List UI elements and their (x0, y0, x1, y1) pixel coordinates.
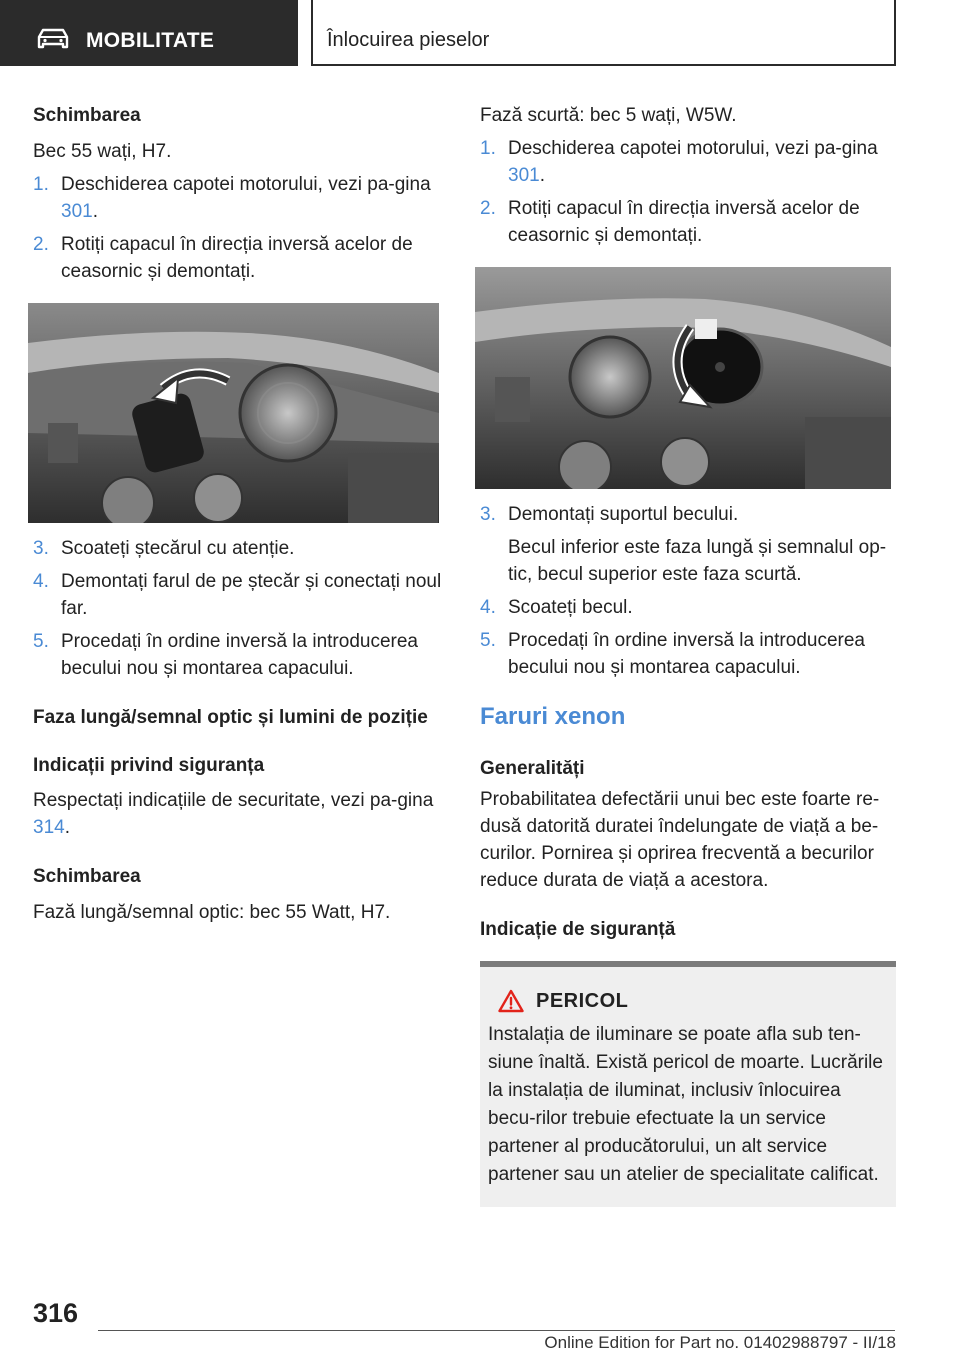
low-beam-spec-text: Fază scurtă: bec 5 wați, W5W. (480, 105, 737, 126)
step-number: 3. (33, 538, 49, 559)
warning-triangle-icon (498, 989, 524, 1013)
step-text: Rotiți capacul în direcția inversă acelor de ceasornic și demontați. (61, 234, 413, 282)
list-item (480, 594, 896, 621)
steps-list-left-1 (33, 171, 445, 285)
high-beam-spec-text: Fază lungă/semnal optic: bec 55 Watt, H7. (33, 902, 391, 923)
headlight-photo-left (28, 303, 439, 523)
step-text: Rotiți capacul în direcția inversă acelor de ceasornic și demontați. (508, 198, 860, 246)
danger-text: Instalația de iluminare se poate afla sub ten‐siune înaltă. Există pericol de moarte. Lucrările la instalația de iluminat, inclusiv înlocuirea becu‐rilor trebuie efectuate la un service partener al producătorului, un alt service partener sau un atelier de specialitate calificat. (488, 1024, 883, 1185)
heading-schimbarea-1: Schimbarea (33, 105, 141, 126)
heading-safety-note: Indicație de siguranță (480, 919, 676, 940)
step-text: Procedați în ordine inversă la introducerea becului nou și montarea capacului. (508, 630, 865, 678)
step-number: 1. (480, 138, 496, 159)
page-link[interactable]: 301 (61, 201, 93, 222)
step-number: 3. (480, 504, 496, 525)
step-text-tail: . (539, 165, 545, 186)
general-text: Probabilitatea defectării unui bec este foarte re‐dusă datorită duratei îndelungate de viață a be‐curilor. Pornirea și oprirea frecventă a becurilor reduce durata de viață a acestora. (480, 789, 880, 891)
step-number: 5. (480, 630, 496, 651)
step-text: Deschiderea capotei motorului, vezi pa‐gina (508, 138, 878, 159)
chapter-tab[interactable] (311, 0, 896, 66)
danger-label: PERICOL (536, 989, 629, 1012)
bulb-spec-text: Bec 55 wați, H7. (33, 141, 172, 162)
steps-list-right-1 (480, 135, 896, 249)
section-label: MOBILITATE (86, 29, 215, 52)
car-icon (36, 28, 70, 50)
heading-safety-notes: Indicații privind siguranța (33, 755, 265, 776)
page-number: 316 (33, 1298, 79, 1328)
page-link[interactable]: 314 (33, 817, 65, 838)
danger-box (480, 961, 896, 1207)
heading-high-beam: Faza lungă/semnal optic și lumini de poziție (33, 707, 428, 728)
page-link[interactable]: 301 (508, 165, 540, 186)
page-header (0, 0, 960, 66)
step-number: 1. (33, 174, 49, 195)
step-number: 4. (480, 597, 496, 618)
chapter-label: Înlocuirea pieselor (327, 29, 490, 51)
headlight-illustration (475, 267, 891, 489)
step-number: 5. (33, 631, 49, 652)
step-text-tail: . (92, 201, 98, 222)
safety-reference-text (33, 787, 445, 841)
list-item (480, 627, 896, 681)
step-text: Scoateți ștecărul cu atenție. (61, 538, 295, 559)
step-text: Demontați farul de pe ștecăr și conectați noul far. (61, 571, 442, 619)
step-number: 4. (33, 571, 49, 592)
list-item (33, 535, 445, 562)
heading-schimbarea-2: Schimbarea (33, 866, 141, 887)
footer-divider (98, 1330, 895, 1331)
footer-edition: Online Edition for Part no. 01402988797 - II/18 (544, 1333, 896, 1352)
step-number: 2. (33, 234, 49, 255)
right-column (480, 100, 896, 1207)
safety-reference-tail: . (64, 817, 70, 838)
danger-header (488, 989, 886, 1013)
steps-list-left-2 (33, 535, 445, 682)
list-item (33, 171, 445, 225)
list-item (33, 568, 445, 622)
list-item (33, 231, 445, 285)
step-number: 2. (480, 198, 496, 219)
left-column (33, 100, 445, 926)
heading-general: Generalități (480, 758, 585, 779)
step-text: Deschiderea capotei motorului, vezi pa‐gina (61, 174, 431, 195)
section-tab[interactable] (0, 0, 298, 66)
headlight-illustration (28, 303, 439, 523)
safety-reference-body: Respectați indicațiile de securitate, vezi pa‐gina (33, 790, 434, 811)
list-item (480, 135, 896, 189)
list-item (480, 501, 896, 588)
headlight-photo-right (475, 267, 891, 489)
list-item (480, 195, 896, 249)
step-text: Demontați suportul becului. (508, 504, 739, 525)
step-text: Scoateți becul. (508, 597, 633, 618)
list-item (33, 628, 445, 682)
step-note: Becul inferior este faza lungă și semnalul op‐tic, becul superior este faza scurtă. (508, 537, 887, 585)
step-text: Procedați în ordine inversă la introducerea becului nou și montarea capacului. (61, 631, 418, 679)
section-title-xenon: Faruri xenon (480, 703, 626, 730)
steps-list-right-2 (480, 501, 896, 681)
